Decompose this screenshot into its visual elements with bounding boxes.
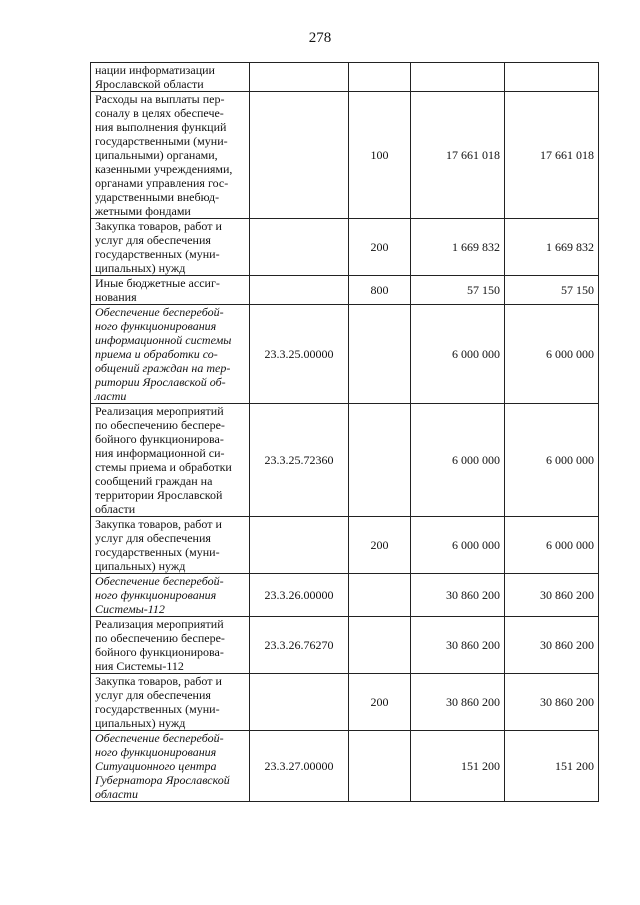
row-name-line: государственных (муни- — [95, 247, 220, 261]
row-amount-2-cell: 6 000 000 — [505, 305, 599, 404]
row-name-line: Реализация мероприятий — [95, 617, 224, 631]
row-name-line: по обеспечению беспере- — [95, 631, 225, 645]
row-name-line: Обеспечение бесперебой- — [95, 574, 224, 588]
row-code-cell — [250, 92, 349, 219]
row-name-line: Закупка товаров, работ и — [95, 674, 222, 688]
row-name-line: по обеспечению беспере- — [95, 418, 225, 432]
row-name-cell — [91, 219, 250, 276]
row-amount-1-cell: 6 000 000 — [411, 517, 505, 574]
row-name-line: общений граждан на тер- — [95, 361, 231, 375]
budget-table — [90, 62, 599, 802]
row-amount-2-cell: 6 000 000 — [505, 404, 599, 517]
row-name-line: Ярославской области — [95, 77, 204, 91]
row-name-line: нации информатизации — [95, 63, 215, 77]
row-name-cell — [91, 63, 250, 92]
row-name-line: территории Ярославской — [95, 488, 223, 502]
table-row — [91, 674, 599, 731]
row-name-line: услуг для обеспечения — [95, 233, 211, 247]
table-row — [91, 276, 599, 305]
row-amount-2-cell: 30 860 200 — [505, 674, 599, 731]
row-name-line: Ситуационного центра — [95, 759, 217, 773]
row-name-line: Обеспечение бесперебой- — [95, 731, 224, 745]
row-name-line: ритории Ярославской об- — [95, 375, 226, 389]
row-expense-type-cell: 200 — [349, 219, 411, 276]
row-name-line: государственными (муни- — [95, 134, 228, 148]
row-name-line: Расходы на выплаты пер- — [95, 92, 225, 106]
row-name-line: ного функционирования — [95, 319, 217, 333]
row-amount-1-cell: 30 860 200 — [411, 574, 505, 617]
row-amount-2-cell: 57 150 — [505, 276, 599, 305]
row-name-line: жетными фондами — [95, 204, 191, 218]
row-name-line: ципальных) нужд — [95, 716, 186, 730]
row-amount-2-cell: 17 661 018 — [505, 92, 599, 219]
row-amount-2-cell: 30 860 200 — [505, 574, 599, 617]
table-row — [91, 305, 599, 404]
row-name-line: ного функционирования — [95, 588, 217, 602]
row-code-cell — [250, 219, 349, 276]
row-name-line: ного функционирования — [95, 745, 217, 759]
row-amount-1-cell — [411, 63, 505, 92]
row-name-line: стемы приема и обработки — [95, 460, 232, 474]
row-amount-1-cell: 6 000 000 — [411, 305, 505, 404]
row-name-line: ципальными) органами, — [95, 148, 218, 162]
table-body — [91, 63, 599, 802]
row-name-cell — [91, 574, 250, 617]
row-code-cell: 23.3.26.76270 — [250, 617, 349, 674]
row-code-cell — [250, 276, 349, 305]
row-amount-2-cell: 6 000 000 — [505, 517, 599, 574]
table-row — [91, 574, 599, 617]
row-code-cell: 23.3.25.00000 — [250, 305, 349, 404]
row-code-cell — [250, 517, 349, 574]
row-name-line: соналу в целях обеспече- — [95, 106, 224, 120]
row-name-cell — [91, 517, 250, 574]
row-name-line: органами управления гос- — [95, 176, 229, 190]
table-row — [91, 617, 599, 674]
row-name-line: Закупка товаров, работ и — [95, 517, 222, 531]
row-amount-1-cell: 57 150 — [411, 276, 505, 305]
table-row — [91, 404, 599, 517]
table-row — [91, 517, 599, 574]
row-amount-2-cell — [505, 63, 599, 92]
row-amount-1-cell: 17 661 018 — [411, 92, 505, 219]
row-name-line: Иные бюджетные ассиг- — [95, 276, 220, 290]
table-row — [91, 63, 599, 92]
row-amount-1-cell: 151 200 — [411, 731, 505, 802]
row-expense-type-cell — [349, 731, 411, 802]
row-name-line: приема и обработки со- — [95, 347, 218, 361]
row-name-line: Закупка товаров, работ и — [95, 219, 222, 233]
table-row — [91, 92, 599, 219]
row-expense-type-cell — [349, 305, 411, 404]
row-expense-type-cell: 800 — [349, 276, 411, 305]
row-expense-type-cell — [349, 63, 411, 92]
row-amount-2-cell: 30 860 200 — [505, 617, 599, 674]
table-row — [91, 731, 599, 802]
row-name-cell — [91, 731, 250, 802]
row-code-cell — [250, 63, 349, 92]
row-name-cell — [91, 404, 250, 517]
row-expense-type-cell: 100 — [349, 92, 411, 219]
row-amount-2-cell: 1 669 832 — [505, 219, 599, 276]
row-name-line: Реализация мероприятий — [95, 404, 224, 418]
row-amount-2-cell: 151 200 — [505, 731, 599, 802]
row-name-line: казенными учреждениями, — [95, 162, 233, 176]
row-expense-type-cell — [349, 404, 411, 517]
row-name-line: информационной системы — [95, 333, 232, 347]
row-name-cell — [91, 305, 250, 404]
row-name-line: услуг для обеспечения — [95, 531, 211, 545]
row-expense-type-cell — [349, 574, 411, 617]
row-name-line: области — [95, 502, 136, 516]
row-amount-1-cell: 1 669 832 — [411, 219, 505, 276]
row-name-line: государственных (муни- — [95, 702, 220, 716]
row-name-cell — [91, 92, 250, 219]
row-code-cell — [250, 674, 349, 731]
row-name-line: Системы-112 — [95, 602, 165, 616]
row-expense-type-cell: 200 — [349, 674, 411, 731]
row-code-cell: 23.3.26.00000 — [250, 574, 349, 617]
row-name-line: области — [95, 787, 138, 801]
row-name-line: ударственными внебюд- — [95, 190, 220, 204]
row-name-line: государственных (муни- — [95, 545, 220, 559]
page-number: 278 — [308, 30, 332, 46]
row-amount-1-cell: 30 860 200 — [411, 674, 505, 731]
row-name-line: ципальных) нужд — [95, 261, 186, 275]
row-name-line: нования — [95, 290, 137, 304]
row-name-line: бойного функционирова- — [95, 645, 224, 659]
row-name-cell — [91, 674, 250, 731]
row-name-line: ния Системы-112 — [95, 659, 184, 673]
row-amount-1-cell: 30 860 200 — [411, 617, 505, 674]
row-name-line: ласти — [95, 389, 127, 403]
row-name-cell — [91, 617, 250, 674]
row-expense-type-cell — [349, 617, 411, 674]
row-code-cell: 23.3.25.72360 — [250, 404, 349, 517]
row-name-line: Обеспечение бесперебой- — [95, 305, 224, 319]
row-name-line: ципальных) нужд — [95, 559, 186, 573]
row-name-cell — [91, 276, 250, 305]
row-name-line: бойного функционирова- — [95, 432, 224, 446]
row-amount-1-cell: 6 000 000 — [411, 404, 505, 517]
row-expense-type-cell: 200 — [349, 517, 411, 574]
row-name-line: Губернатора Ярославской — [95, 773, 230, 787]
row-name-line: сообщений граждан на — [95, 474, 213, 488]
row-name-line: услуг для обеспечения — [95, 688, 211, 702]
row-name-line: ния выполнения функций — [95, 120, 227, 134]
table-row — [91, 219, 599, 276]
row-name-line: ния информационной си- — [95, 446, 225, 460]
row-code-cell: 23.3.27.00000 — [250, 731, 349, 802]
